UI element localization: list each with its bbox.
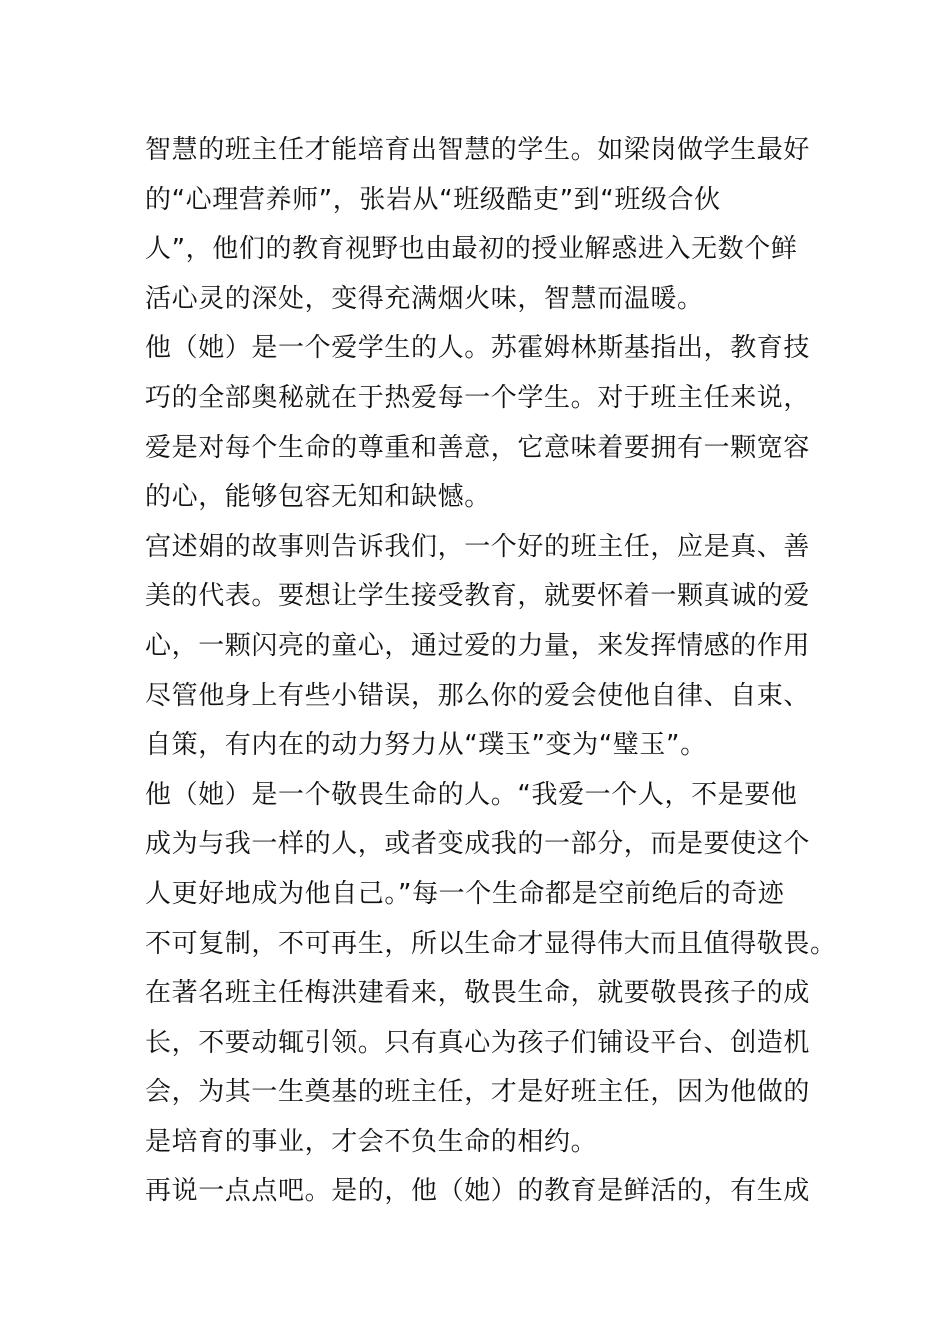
text-line: 活心灵的深处，变得充满烟火味，智慧而温暖。 xyxy=(145,283,704,314)
text-line: 长，不要动辄引领。只有真心为孩子们铺设平台、创造机 xyxy=(145,1027,811,1058)
text-line: 在著名班主任梅洪建看来，敬畏生命，就要敬畏孩子的成 xyxy=(145,978,811,1009)
text-line: 成为与我一样的人，或者变成我的一部分，而是要使这个 xyxy=(145,829,811,860)
text-line: 的“心理营养师”，张岩从“班级酷吏”到“班级合伙 xyxy=(145,184,721,215)
text-line: 人更好地成为他自己。”每一个生命都是空前绝后的奇迹 xyxy=(145,878,785,909)
text-line: 是培育的事业，才会不负生命的相约。 xyxy=(145,1126,598,1157)
body-text xyxy=(145,126,837,1217)
text-line: 会，为其一生奠基的班主任，才是好班主任，因为他做的 xyxy=(145,1077,811,1108)
text-line: 他（她）是一个敬畏生命的人。“我爱一个人，不是要他 xyxy=(145,779,798,810)
text-line: 再说一点点吧。是的，他（她）的教育是鲜活的，有生成 xyxy=(145,1176,811,1207)
text-line: 的心，能够包容无知和缺憾。 xyxy=(145,482,491,513)
text-line: 心，一颗闪亮的童心，通过爱的力量，来发挥情感的作用 xyxy=(145,630,811,661)
text-line: 人”，他们的教育视野也由最初的授业解惑进入无数个鲜 xyxy=(145,234,798,265)
text-line: 美的代表。要想让学生接受教育，就要怀着一颗真诚的爱 xyxy=(145,581,811,612)
text-line: 巧的全部奥秘就在于热爱每一个学生。对于班主任来说， xyxy=(145,382,811,413)
text-line: 宫述娟的故事则告诉我们，一个好的班主任，应是真、善 xyxy=(145,531,811,562)
text-line: 爱是对每个生命的尊重和善意，它意味着要拥有一颗宽容 xyxy=(145,432,811,463)
text-line: 他（她）是一个爱学生的人。苏霍姆林斯基指出，教育技 xyxy=(145,333,811,364)
text-line: 尽管他身上有些小错误，那么你的爱会使他自律、自束、 xyxy=(145,680,811,711)
text-line: 不可复制，不可再生，所以生命才显得伟大而且值得敬畏。 xyxy=(145,928,837,959)
text-line: 智慧的班主任才能培育出智慧的学生。如梁岗做学生最好 xyxy=(145,135,811,165)
text-line: 自策，有内在的动力努力从“璞玉”变为“璧玉”。 xyxy=(145,730,707,761)
